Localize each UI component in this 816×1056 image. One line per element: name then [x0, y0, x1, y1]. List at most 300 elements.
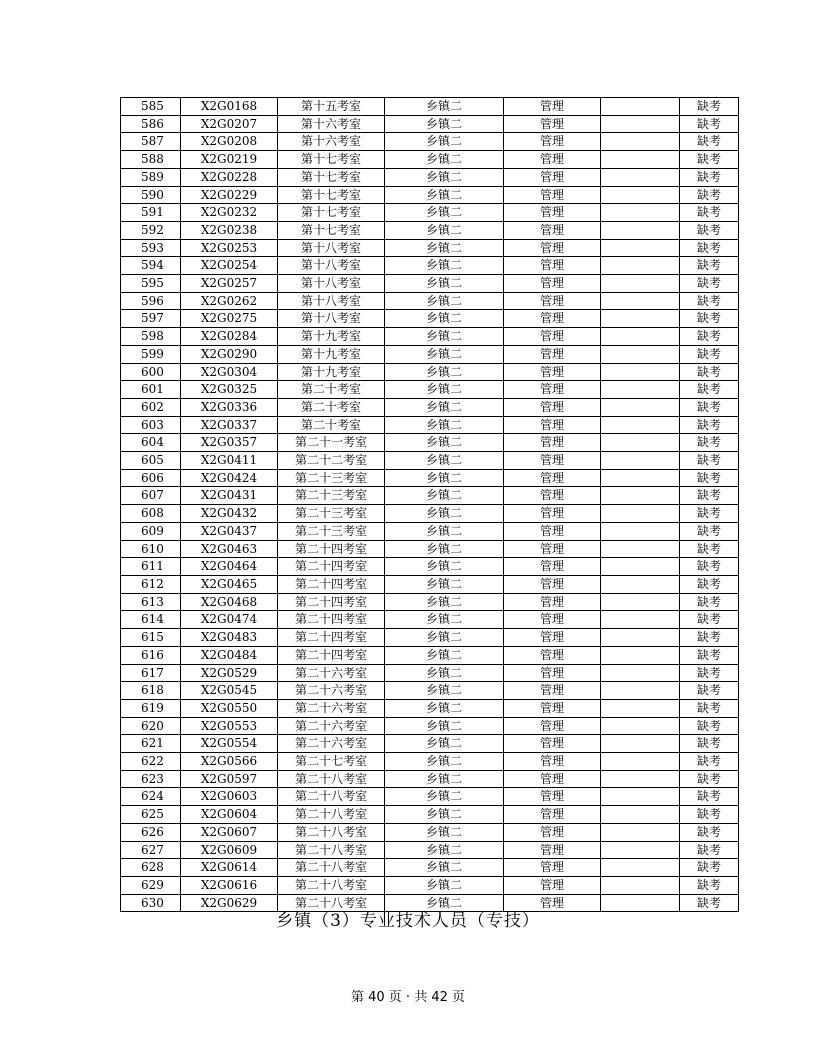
position-unit-cell: 乡镇二: [385, 345, 504, 363]
row-number-cell: 587: [121, 133, 181, 151]
exam-room-cell: 第二十八考室: [278, 894, 385, 912]
table-row: [121, 753, 739, 771]
exam-room-cell: 第十八考室: [278, 292, 385, 310]
category-cell: 管理: [504, 204, 601, 222]
table-row: [121, 239, 739, 257]
exam-room-cell: 第十九考室: [278, 345, 385, 363]
score-cell: [601, 629, 680, 647]
position-unit-cell: 乡镇二: [385, 363, 504, 381]
category-cell: 管理: [504, 434, 601, 452]
position-unit-cell: 乡镇二: [385, 841, 504, 859]
status-cell: 缺考: [680, 558, 739, 576]
position-unit-cell: 乡镇二: [385, 452, 504, 470]
row-number-cell: 621: [121, 735, 181, 753]
exam-room-cell: 第十八考室: [278, 310, 385, 328]
score-cell: [601, 363, 680, 381]
score-cell: [601, 310, 680, 328]
category-cell: 管理: [504, 593, 601, 611]
score-cell: [601, 788, 680, 806]
position-unit-cell: 乡镇二: [385, 275, 504, 293]
table-row: [121, 629, 739, 647]
position-unit-cell: 乡镇二: [385, 859, 504, 877]
score-cell: [601, 328, 680, 346]
status-cell: 缺考: [680, 416, 739, 434]
status-cell: 缺考: [680, 629, 739, 647]
category-cell: 管理: [504, 328, 601, 346]
exam-id-cell: X2G0629: [181, 894, 278, 912]
status-cell: 缺考: [680, 98, 739, 116]
score-cell: [601, 540, 680, 558]
category-cell: 管理: [504, 806, 601, 824]
score-cell: [601, 522, 680, 540]
exam-room-cell: 第二十八考室: [278, 770, 385, 788]
position-unit-cell: 乡镇二: [385, 168, 504, 186]
table-row: [121, 257, 739, 275]
category-cell: 管理: [504, 452, 601, 470]
row-number-cell: 592: [121, 221, 181, 239]
score-cell: [601, 505, 680, 523]
status-cell: 缺考: [680, 699, 739, 717]
position-unit-cell: 乡镇二: [385, 575, 504, 593]
exam-room-cell: 第二十一考室: [278, 434, 385, 452]
position-unit-cell: 乡镇二: [385, 806, 504, 824]
status-cell: 缺考: [680, 204, 739, 222]
table-row: [121, 575, 739, 593]
exam-id-cell: X2G0431: [181, 487, 278, 505]
category-cell: 管理: [504, 416, 601, 434]
category-cell: 管理: [504, 788, 601, 806]
exam-id-cell: X2G0275: [181, 310, 278, 328]
row-number-cell: 626: [121, 823, 181, 841]
category-cell: 管理: [504, 505, 601, 523]
row-number-cell: 617: [121, 664, 181, 682]
status-cell: 缺考: [680, 469, 739, 487]
status-cell: 缺考: [680, 841, 739, 859]
status-cell: 缺考: [680, 522, 739, 540]
table-row: [121, 345, 739, 363]
exam-room-cell: 第十六考室: [278, 133, 385, 151]
row-number-cell: 601: [121, 381, 181, 399]
position-unit-cell: 乡镇二: [385, 522, 504, 540]
exam-room-cell: 第二十六考室: [278, 682, 385, 700]
status-cell: 缺考: [680, 575, 739, 593]
row-number-cell: 613: [121, 593, 181, 611]
exam-id-cell: X2G0424: [181, 469, 278, 487]
table-row: [121, 381, 739, 399]
category-cell: 管理: [504, 575, 601, 593]
exam-room-cell: 第二十考室: [278, 416, 385, 434]
exam-id-cell: X2G0208: [181, 133, 278, 151]
exam-room-cell: 第十七考室: [278, 221, 385, 239]
exam-room-cell: 第二十八考室: [278, 823, 385, 841]
status-cell: 缺考: [680, 894, 739, 912]
score-cell: [601, 434, 680, 452]
position-unit-cell: 乡镇二: [385, 611, 504, 629]
table-row: [121, 133, 739, 151]
status-cell: 缺考: [680, 115, 739, 133]
status-cell: 缺考: [680, 168, 739, 186]
category-cell: 管理: [504, 823, 601, 841]
status-cell: 缺考: [680, 806, 739, 824]
category-cell: 管理: [504, 841, 601, 859]
exam-room-cell: 第二十八考室: [278, 859, 385, 877]
exam-room-cell: 第十九考室: [278, 363, 385, 381]
score-cell: [601, 841, 680, 859]
position-unit-cell: 乡镇二: [385, 381, 504, 399]
category-cell: 管理: [504, 540, 601, 558]
table-row: [121, 151, 739, 169]
position-unit-cell: 乡镇二: [385, 629, 504, 647]
status-cell: 缺考: [680, 239, 739, 257]
position-unit-cell: 乡镇二: [385, 151, 504, 169]
exam-id-cell: X2G0468: [181, 593, 278, 611]
exam-id-cell: X2G0550: [181, 699, 278, 717]
status-cell: 缺考: [680, 186, 739, 204]
row-number-cell: 608: [121, 505, 181, 523]
exam-id-cell: X2G0253: [181, 239, 278, 257]
score-cell: [601, 115, 680, 133]
score-cell: [601, 876, 680, 894]
score-cell: [601, 735, 680, 753]
category-cell: 管理: [504, 469, 601, 487]
row-number-cell: 629: [121, 876, 181, 894]
score-cell: [601, 469, 680, 487]
status-cell: 缺考: [680, 735, 739, 753]
exam-id-cell: X2G0337: [181, 416, 278, 434]
exam-id-cell: X2G0483: [181, 629, 278, 647]
category-cell: 管理: [504, 168, 601, 186]
table-row: [121, 452, 739, 470]
status-cell: 缺考: [680, 646, 739, 664]
score-cell: [601, 664, 680, 682]
position-unit-cell: 乡镇二: [385, 593, 504, 611]
exam-id-cell: X2G0228: [181, 168, 278, 186]
row-number-cell: 586: [121, 115, 181, 133]
row-number-cell: 625: [121, 806, 181, 824]
score-cell: [601, 239, 680, 257]
position-unit-cell: 乡镇二: [385, 239, 504, 257]
status-cell: 缺考: [680, 275, 739, 293]
score-cell: [601, 398, 680, 416]
status-cell: 缺考: [680, 151, 739, 169]
table-row: [121, 310, 739, 328]
exam-room-cell: 第二十八考室: [278, 806, 385, 824]
status-cell: 缺考: [680, 753, 739, 771]
score-cell: [601, 753, 680, 771]
exam-id-cell: X2G0219: [181, 151, 278, 169]
exam-id-cell: X2G0168: [181, 98, 278, 116]
exam-room-cell: 第十五考室: [278, 98, 385, 116]
table-row: [121, 717, 739, 735]
score-cell: [601, 168, 680, 186]
row-number-cell: 620: [121, 717, 181, 735]
table-row: [121, 98, 739, 116]
status-cell: 缺考: [680, 133, 739, 151]
position-unit-cell: 乡镇二: [385, 204, 504, 222]
position-unit-cell: 乡镇二: [385, 487, 504, 505]
category-cell: 管理: [504, 151, 601, 169]
score-cell: [601, 381, 680, 399]
score-cell: [601, 98, 680, 116]
category-cell: 管理: [504, 257, 601, 275]
row-number-cell: 602: [121, 398, 181, 416]
row-number-cell: 610: [121, 540, 181, 558]
exam-id-cell: X2G0432: [181, 505, 278, 523]
row-number-cell: 600: [121, 363, 181, 381]
table-row: [121, 204, 739, 222]
position-unit-cell: 乡镇二: [385, 770, 504, 788]
row-number-cell: 604: [121, 434, 181, 452]
category-cell: 管理: [504, 345, 601, 363]
exam-room-cell: 第二十八考室: [278, 876, 385, 894]
score-cell: [601, 611, 680, 629]
exam-room-cell: 第二十四考室: [278, 629, 385, 647]
score-cell: [601, 292, 680, 310]
exam-id-cell: X2G0290: [181, 345, 278, 363]
table-row: [121, 859, 739, 877]
exam-room-cell: 第二十二考室: [278, 452, 385, 470]
score-cell: [601, 257, 680, 275]
exam-id-cell: X2G0464: [181, 558, 278, 576]
exam-id-cell: X2G0603: [181, 788, 278, 806]
status-cell: 缺考: [680, 770, 739, 788]
exam-room-cell: 第二十三考室: [278, 505, 385, 523]
row-number-cell: 589: [121, 168, 181, 186]
row-number-cell: 627: [121, 841, 181, 859]
position-unit-cell: 乡镇二: [385, 469, 504, 487]
category-cell: 管理: [504, 699, 601, 717]
row-number-cell: 591: [121, 204, 181, 222]
exam-room-cell: 第二十八考室: [278, 841, 385, 859]
exam-id-cell: X2G0262: [181, 292, 278, 310]
exam-id-cell: X2G0325: [181, 381, 278, 399]
row-number-cell: 603: [121, 416, 181, 434]
table-row: [121, 469, 739, 487]
row-number-cell: 615: [121, 629, 181, 647]
row-number-cell: 624: [121, 788, 181, 806]
exam-room-cell: 第二十六考室: [278, 735, 385, 753]
score-cell: [601, 221, 680, 239]
category-cell: 管理: [504, 310, 601, 328]
status-cell: 缺考: [680, 398, 739, 416]
exam-room-cell: 第二十四考室: [278, 611, 385, 629]
score-cell: [601, 133, 680, 151]
category-cell: 管理: [504, 522, 601, 540]
category-cell: 管理: [504, 275, 601, 293]
status-cell: 缺考: [680, 363, 739, 381]
position-unit-cell: 乡镇二: [385, 221, 504, 239]
category-cell: 管理: [504, 98, 601, 116]
table-row: [121, 416, 739, 434]
table-row: [121, 434, 739, 452]
status-cell: 缺考: [680, 257, 739, 275]
category-cell: 管理: [504, 558, 601, 576]
position-unit-cell: 乡镇二: [385, 735, 504, 753]
exam-room-cell: 第二十四考室: [278, 540, 385, 558]
exam-id-cell: X2G0553: [181, 717, 278, 735]
row-number-cell: 597: [121, 310, 181, 328]
table-row: [121, 115, 739, 133]
position-unit-cell: 乡镇二: [385, 416, 504, 434]
category-cell: 管理: [504, 717, 601, 735]
table-row: [121, 823, 739, 841]
status-cell: 缺考: [680, 381, 739, 399]
category-cell: 管理: [504, 611, 601, 629]
table-row: [121, 186, 739, 204]
score-cell: [601, 151, 680, 169]
row-number-cell: 622: [121, 753, 181, 771]
row-number-cell: 595: [121, 275, 181, 293]
status-cell: 缺考: [680, 434, 739, 452]
category-cell: 管理: [504, 876, 601, 894]
exam-id-cell: X2G0484: [181, 646, 278, 664]
score-cell: [601, 859, 680, 877]
score-cell: [601, 487, 680, 505]
category-cell: 管理: [504, 664, 601, 682]
status-cell: 缺考: [680, 859, 739, 877]
exam-room-cell: 第二十四考室: [278, 646, 385, 664]
status-cell: 缺考: [680, 487, 739, 505]
table-row: [121, 168, 739, 186]
exam-id-cell: X2G0238: [181, 221, 278, 239]
position-unit-cell: 乡镇二: [385, 646, 504, 664]
row-number-cell: 599: [121, 345, 181, 363]
exam-id-cell: X2G0566: [181, 753, 278, 771]
exam-id-cell: X2G0609: [181, 841, 278, 859]
row-number-cell: 623: [121, 770, 181, 788]
exam-id-cell: X2G0411: [181, 452, 278, 470]
exam-room-cell: 第十七考室: [278, 186, 385, 204]
table-row: [121, 664, 739, 682]
table-row: [121, 363, 739, 381]
category-cell: 管理: [504, 363, 601, 381]
score-cell: [601, 558, 680, 576]
exam-id-cell: X2G0336: [181, 398, 278, 416]
row-number-cell: 616: [121, 646, 181, 664]
score-cell: [601, 806, 680, 824]
table-row: [121, 221, 739, 239]
position-unit-cell: 乡镇二: [385, 664, 504, 682]
exam-room-cell: 第十七考室: [278, 204, 385, 222]
status-cell: 缺考: [680, 593, 739, 611]
position-unit-cell: 乡镇二: [385, 682, 504, 700]
exam-room-cell: 第二十四考室: [278, 575, 385, 593]
table-row: [121, 540, 739, 558]
row-number-cell: 614: [121, 611, 181, 629]
row-number-cell: 590: [121, 186, 181, 204]
position-unit-cell: 乡镇二: [385, 398, 504, 416]
position-unit-cell: 乡镇二: [385, 310, 504, 328]
score-cell: [601, 204, 680, 222]
category-cell: 管理: [504, 735, 601, 753]
table-row: [121, 841, 739, 859]
status-cell: 缺考: [680, 328, 739, 346]
exam-id-cell: X2G0437: [181, 522, 278, 540]
exam-room-cell: 第二十四考室: [278, 593, 385, 611]
exam-room-cell: 第二十四考室: [278, 558, 385, 576]
category-cell: 管理: [504, 239, 601, 257]
row-number-cell: 588: [121, 151, 181, 169]
exam-room-cell: 第十八考室: [278, 257, 385, 275]
category-cell: 管理: [504, 753, 601, 771]
table-row: [121, 699, 739, 717]
table-row: [121, 611, 739, 629]
category-cell: 管理: [504, 770, 601, 788]
score-cell: [601, 452, 680, 470]
status-cell: 缺考: [680, 682, 739, 700]
exam-room-cell: 第二十三考室: [278, 487, 385, 505]
exam-room-cell: 第十八考室: [278, 239, 385, 257]
score-cell: [601, 823, 680, 841]
row-number-cell: 628: [121, 859, 181, 877]
score-cell: [601, 770, 680, 788]
row-number-cell: 594: [121, 257, 181, 275]
row-number-cell: 607: [121, 487, 181, 505]
table-row: [121, 487, 739, 505]
exam-id-cell: X2G0545: [181, 682, 278, 700]
exam-room-cell: 第二十考室: [278, 398, 385, 416]
category-cell: 管理: [504, 221, 601, 239]
table-row: [121, 522, 739, 540]
status-cell: 缺考: [680, 611, 739, 629]
exam-room-cell: 第二十七考室: [278, 753, 385, 771]
category-cell: 管理: [504, 859, 601, 877]
row-number-cell: 598: [121, 328, 181, 346]
position-unit-cell: 乡镇二: [385, 186, 504, 204]
table-row: [121, 770, 739, 788]
status-cell: 缺考: [680, 452, 739, 470]
exam-id-cell: X2G0207: [181, 115, 278, 133]
table-row: [121, 876, 739, 894]
row-number-cell: 630: [121, 894, 181, 912]
exam-id-cell: X2G0474: [181, 611, 278, 629]
table-row: [121, 275, 739, 293]
score-cell: [601, 699, 680, 717]
exam-room-cell: 第二十三考室: [278, 522, 385, 540]
position-unit-cell: 乡镇二: [385, 434, 504, 452]
table-row: [121, 558, 739, 576]
score-cell: [601, 275, 680, 293]
status-cell: 缺考: [680, 505, 739, 523]
table-row: [121, 646, 739, 664]
category-cell: 管理: [504, 894, 601, 912]
position-unit-cell: 乡镇二: [385, 699, 504, 717]
score-cell: [601, 682, 680, 700]
exam-id-cell: X2G0229: [181, 186, 278, 204]
exam-id-cell: X2G0614: [181, 859, 278, 877]
exam-id-cell: X2G0529: [181, 664, 278, 682]
exam-room-cell: 第二十三考室: [278, 469, 385, 487]
status-cell: 缺考: [680, 717, 739, 735]
exam-id-cell: X2G0463: [181, 540, 278, 558]
exam-room-cell: 第二十六考室: [278, 699, 385, 717]
exam-id-cell: X2G0616: [181, 876, 278, 894]
position-unit-cell: 乡镇二: [385, 558, 504, 576]
status-cell: 缺考: [680, 292, 739, 310]
row-number-cell: 585: [121, 98, 181, 116]
position-unit-cell: 乡镇二: [385, 328, 504, 346]
exam-room-cell: 第二十考室: [278, 381, 385, 399]
row-number-cell: 609: [121, 522, 181, 540]
exam-id-cell: X2G0254: [181, 257, 278, 275]
table-row: [121, 593, 739, 611]
exam-id-cell: X2G0607: [181, 823, 278, 841]
results-table-body: [121, 98, 739, 912]
status-cell: 缺考: [680, 788, 739, 806]
row-number-cell: 605: [121, 452, 181, 470]
table-row: [121, 735, 739, 753]
exam-id-cell: X2G0597: [181, 770, 278, 788]
